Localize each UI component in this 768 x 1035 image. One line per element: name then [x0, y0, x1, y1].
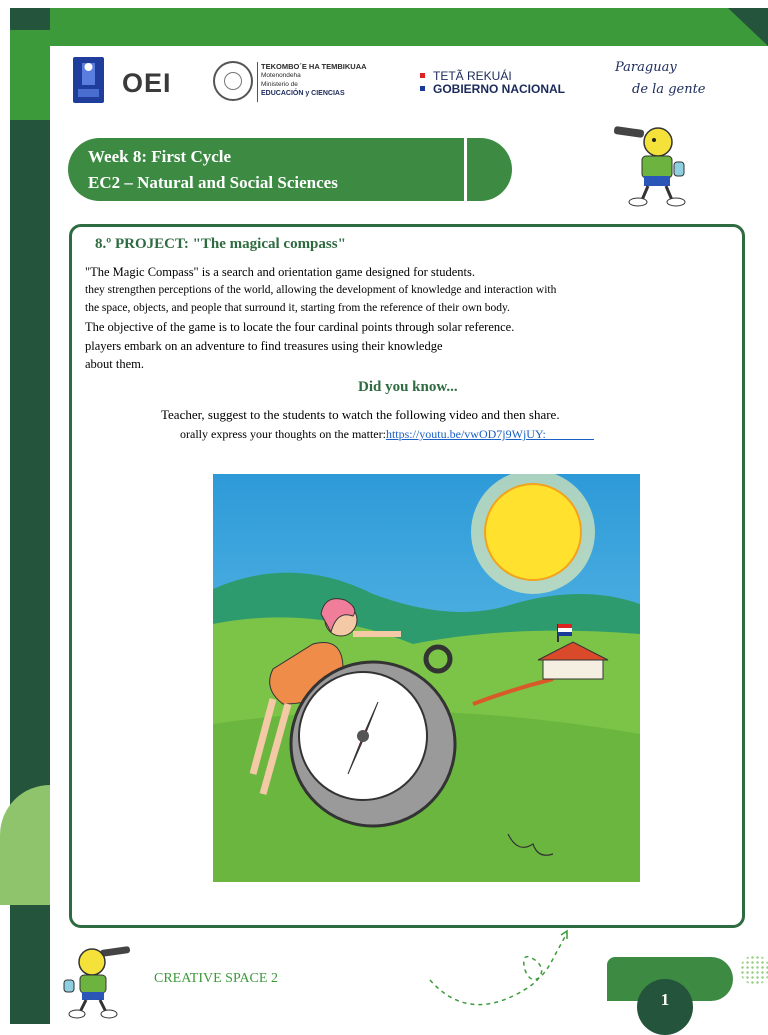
- ministry-line4: EDUCACIÓN y CIENCIAS: [261, 90, 345, 97]
- ministry-line1: TEKOMBO´E HA TEMBIKUAA: [261, 62, 367, 71]
- express-line: [180, 427, 594, 442]
- paragraph-line: players embark on an adventure to find treasures using their knowledge: [85, 339, 443, 353]
- gobierno-red-square-icon: [420, 73, 425, 78]
- institution-logo-icon: [73, 57, 104, 103]
- header-subject: EC2 – Natural and Social Sciences: [88, 173, 338, 192]
- paragraph-line: "The Magic Compass" is a search and orientation game designed for students.: [85, 265, 475, 279]
- did-you-know-heading: Did you know...: [358, 379, 458, 395]
- express-text: orally express your thoughts on the matter:: [180, 427, 386, 441]
- header-week: Week 8: First Cycle: [88, 147, 232, 166]
- slogan-line1: Paraguay: [615, 60, 677, 75]
- footer-creative-space: CREATIVE SPACE 2: [154, 971, 278, 986]
- paragraph-line: The objective of the game is to locate the four cardinal points through solar reference.: [85, 320, 515, 334]
- slogan-line2: de la gente: [632, 82, 706, 97]
- mascot-telescope-icon: [612, 122, 696, 208]
- page-number: 1: [660, 990, 670, 1009]
- magical-compass-illustration: [213, 474, 640, 882]
- ministry-line2: Motenondeha: [261, 72, 301, 79]
- video-link[interactable]: https://youtu.be/vwOD7j9WjUY:__ ___ __: [385, 427, 594, 441]
- ministry-line3: Ministerio de: [261, 81, 298, 88]
- gobierno-line1: TETÃ REKUÁI: [433, 69, 512, 83]
- gobierno-line2: GOBIERNO NACIONAL: [433, 82, 565, 96]
- ministry-divider: [257, 62, 258, 102]
- left-green-accent: [10, 30, 50, 120]
- oei-logo: OEI: [122, 68, 172, 98]
- dashed-arrow-icon: [425, 925, 575, 1015]
- dots-pattern: [740, 955, 768, 985]
- project-title: 8.º PROJECT: "The magical compass": [95, 236, 346, 252]
- header-banner-divider: [464, 138, 467, 201]
- footer-mascot-icon: [62, 944, 134, 1020]
- gobierno-blue-square-icon: [420, 86, 425, 91]
- paragraph-line: the space, objects, and people that surround it, starting from the reference of their own body.: [85, 302, 510, 314]
- paragraph-line: they strengthen perceptions of the world, allowing the development of knowledge and interaction with: [85, 284, 557, 296]
- top-green-band: [10, 8, 768, 46]
- ministry-seal-inner: [224, 72, 242, 90]
- left-light-green-accent: [0, 785, 50, 905]
- paragraph-line: about them.: [85, 357, 145, 371]
- teacher-instruction: Teacher, suggest to the students to watch the following video and then share.: [161, 407, 560, 422]
